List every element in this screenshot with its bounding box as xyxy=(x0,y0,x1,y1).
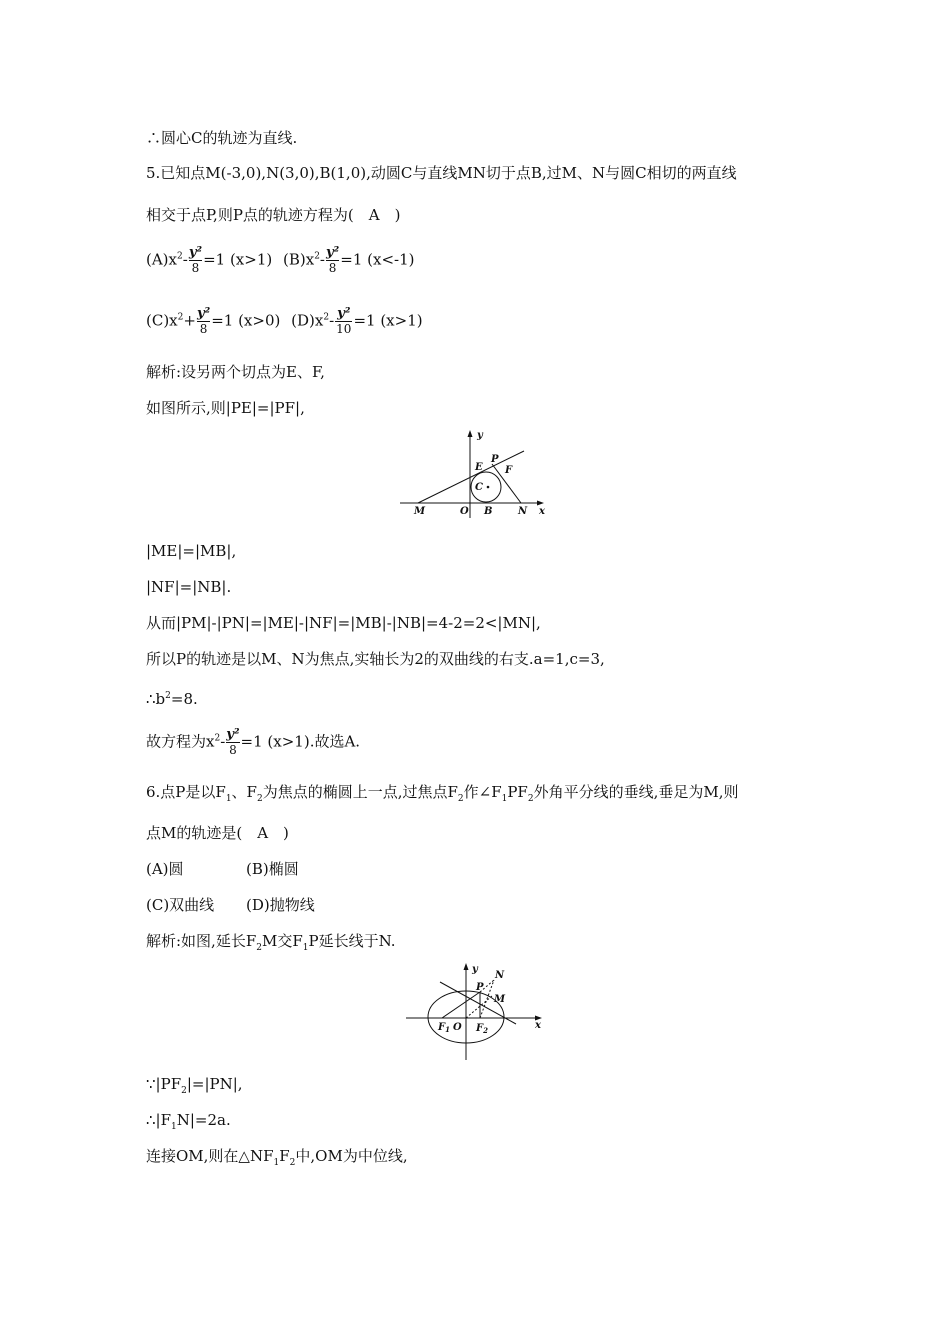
solution-line: 从而|PM|-|PN|=|ME|-|NF|=|MB|-|NB|=4-2=2<|MN|, xyxy=(146,614,541,632)
numerator: y² xyxy=(188,245,203,260)
text: PF xyxy=(507,783,528,801)
solution-line xyxy=(146,686,198,709)
text: 外角平分线的垂线,垂足为M,则 xyxy=(533,783,739,801)
q6-option-a: (A)圆 xyxy=(146,860,184,878)
q5-option-c xyxy=(146,306,280,337)
solution-line: 解析:设另两个切点为E、F, xyxy=(146,363,325,381)
subscript: 2 xyxy=(289,1158,296,1168)
label-e: E xyxy=(475,462,483,473)
label-p: P xyxy=(491,454,499,465)
label-y: y xyxy=(477,430,483,441)
solution-line xyxy=(146,1074,243,1101)
q5-options-row-2 xyxy=(146,306,423,337)
label-o: O xyxy=(453,1022,462,1033)
center-c-dot xyxy=(487,486,490,489)
option-text: =1 (x>1) xyxy=(203,250,273,269)
text: P延长线于N. xyxy=(308,932,396,950)
q6-option-b: (B)椭圆 xyxy=(246,860,299,878)
fraction xyxy=(326,245,339,276)
label-m: M xyxy=(414,506,426,517)
text: N|=2a. xyxy=(176,1111,231,1129)
operator: - xyxy=(319,250,325,269)
numerator: y² xyxy=(196,306,211,321)
solution-line: |NF|=|NB|. xyxy=(146,578,232,596)
label-f2 xyxy=(475,1023,488,1035)
fraction xyxy=(189,245,202,276)
text: 连接OM,则在△NF xyxy=(146,1147,274,1165)
q5-option-b xyxy=(283,245,414,276)
option-text: (C)x xyxy=(146,311,178,330)
numerator: y² xyxy=(226,727,240,742)
text: ∴|F xyxy=(146,1111,172,1129)
denominator: 8 xyxy=(326,260,339,276)
hyperbola-tangent-figure xyxy=(398,426,550,522)
text: M交F xyxy=(261,932,303,950)
operator: - xyxy=(329,311,335,330)
label-n: N xyxy=(495,970,505,981)
q5-options-row-1 xyxy=(146,245,414,276)
solution-line xyxy=(146,1146,408,1173)
label-n: N xyxy=(518,506,528,517)
text: 为焦点的椭圆上一点,过焦点F xyxy=(262,783,458,801)
numerator: y² xyxy=(326,245,340,260)
solution-line xyxy=(146,931,396,958)
label-c: C xyxy=(475,482,483,493)
exponent: 2 xyxy=(214,733,221,744)
subscript: 2 xyxy=(256,943,262,953)
label-o: O xyxy=(460,506,469,517)
option-text: (D)x xyxy=(291,311,324,330)
label-f1 xyxy=(437,1022,450,1034)
numerator: y² xyxy=(337,306,351,321)
label-p: P xyxy=(476,982,484,993)
question-6-stem xyxy=(146,782,739,809)
fraction xyxy=(335,306,352,337)
denominator: 10 xyxy=(336,322,352,336)
q5-option-d xyxy=(291,306,422,337)
exponent: 2 xyxy=(177,312,184,323)
subscript: 1 xyxy=(171,1122,177,1132)
subscript: 2 xyxy=(256,794,263,804)
text: F xyxy=(279,1147,290,1165)
exponent: 2 xyxy=(323,312,330,323)
label-f2-sub: 2 xyxy=(483,1026,488,1035)
tangent-line-m xyxy=(418,451,524,503)
solution-line: 所以P的轨迹是以M、N为焦点,实轴长为2的双曲线的右支.a=1,c=3, xyxy=(146,650,605,668)
exponent: 2 xyxy=(165,691,171,701)
text: ∵|PF xyxy=(146,1075,182,1093)
label-x: x xyxy=(535,1020,541,1031)
option-text: =1 (x>1) xyxy=(353,311,423,330)
label-m: M xyxy=(494,994,506,1005)
option-text: (B)x xyxy=(283,250,315,269)
subscript: 1 xyxy=(302,943,309,953)
text: 、F xyxy=(231,783,257,801)
operator: + xyxy=(183,311,196,330)
label-f: F xyxy=(505,465,513,476)
text: |=|PN|, xyxy=(186,1075,243,1093)
exponent: 2 xyxy=(314,251,320,262)
denominator: 8 xyxy=(189,260,202,276)
text: 6.点P是以F xyxy=(146,783,226,801)
subscript: 1 xyxy=(225,794,232,804)
text: 中,OM为中位线, xyxy=(295,1147,408,1165)
denominator: 8 xyxy=(197,321,210,337)
text: 解析:如图,延长F xyxy=(146,932,257,950)
option-text: =1 (x>0) xyxy=(211,311,281,330)
y-axis-arrow xyxy=(468,430,473,437)
label-x: x xyxy=(539,506,545,517)
solution-line xyxy=(146,727,360,758)
q6-option-c: (C)双曲线 xyxy=(146,896,215,914)
operator: - xyxy=(182,250,188,269)
text: ∴b xyxy=(146,690,166,708)
subscript: 2 xyxy=(457,794,464,804)
subscript: 1 xyxy=(273,1158,280,1168)
text: (x>1).故选A. xyxy=(267,732,361,751)
q6-option-d: (D)抛物线 xyxy=(246,896,315,914)
subscript: 1 xyxy=(501,794,508,804)
text-line: ∴圆心C的轨迹为直线. xyxy=(146,129,298,147)
y-axis-arrow xyxy=(464,963,469,970)
label-f2-text: F xyxy=(476,1023,484,1034)
label-b: B xyxy=(484,506,493,517)
text: =8. xyxy=(170,690,198,708)
segment-f1-p xyxy=(442,992,480,1018)
label-f1-sub: 1 xyxy=(445,1025,450,1034)
subscript: 2 xyxy=(181,1086,187,1096)
question-5-stem-cont: 相交于点P,则P点的轨迹方程为( A ) xyxy=(146,206,401,224)
question-6-stem-cont: 点M的轨迹是( A ) xyxy=(146,824,289,842)
exponent: 2 xyxy=(177,251,183,262)
option-text: =1 (x<-1) xyxy=(340,250,415,269)
fraction xyxy=(197,306,210,337)
solution-line xyxy=(146,1110,231,1137)
q5-option-a xyxy=(146,245,272,276)
text: 故方程为x xyxy=(146,732,215,751)
text: 作∠F xyxy=(463,783,502,801)
label-y: y xyxy=(472,964,478,975)
q6-options-row-2 xyxy=(146,895,315,915)
label-f1-text: F xyxy=(438,1022,446,1033)
solution-line: 如图所示,则|PE|=|PF|, xyxy=(146,399,305,417)
text: =1 xyxy=(240,732,268,751)
ellipse-bisector-figure xyxy=(402,960,548,1064)
fraction xyxy=(226,727,239,758)
x-axis-arrow xyxy=(537,501,544,506)
operator: - xyxy=(220,732,226,751)
q6-options-row-1 xyxy=(146,859,299,879)
denominator: 8 xyxy=(226,742,239,758)
question-5-stem: 5.已知点M(-3,0),N(3,0),B(1,0),动圆C与直线MN切于点B,过M、N与圆C相切的两直线 xyxy=(146,164,737,182)
subscript: 2 xyxy=(527,794,534,804)
option-text: (A)x xyxy=(146,250,177,269)
solution-line: |ME|=|MB|, xyxy=(146,542,237,560)
